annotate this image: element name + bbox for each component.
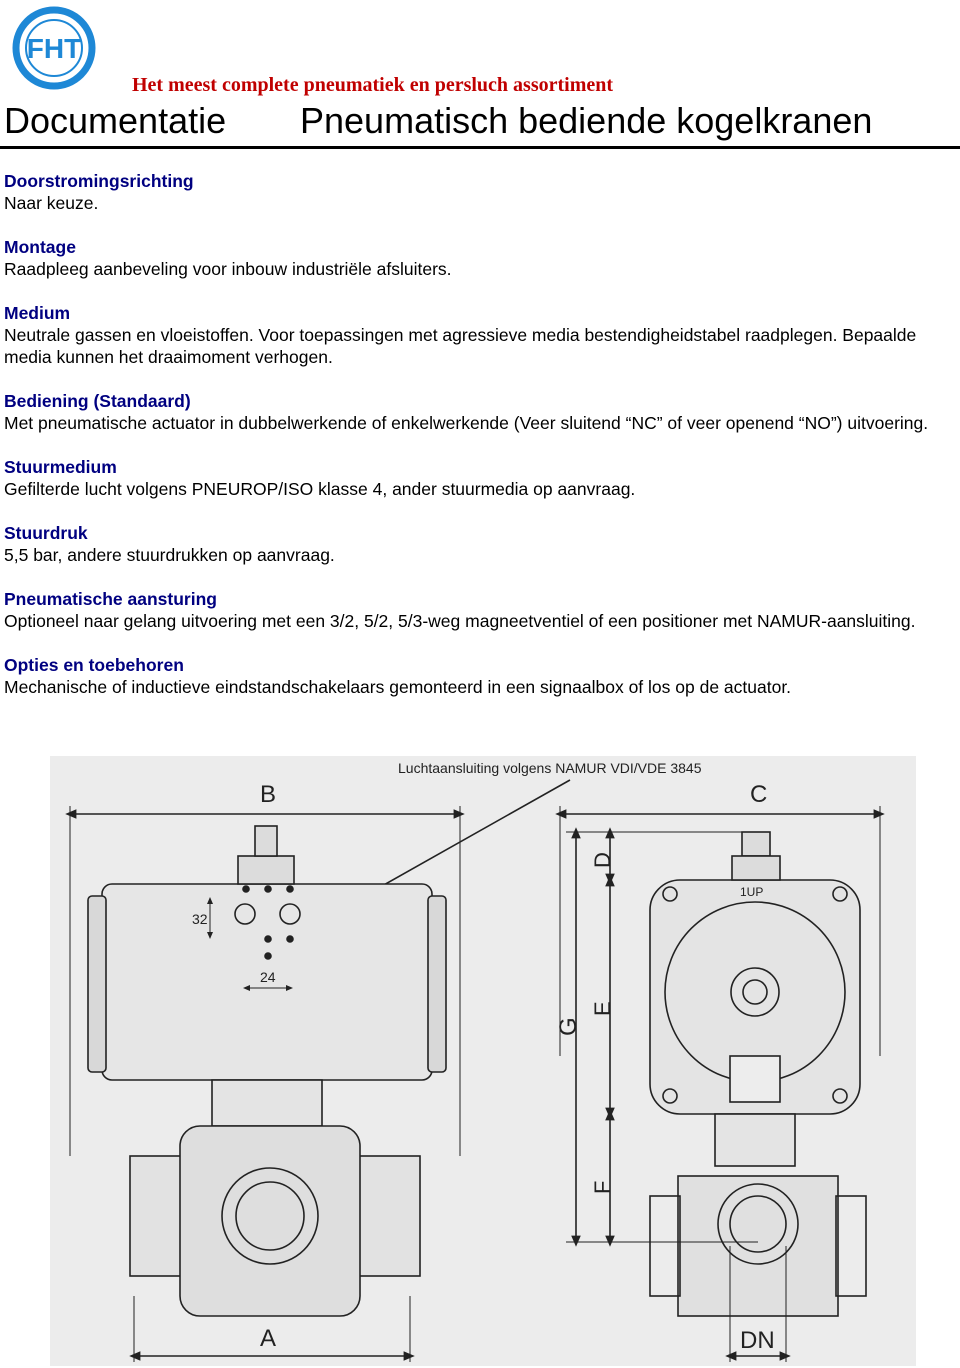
label-c: C	[750, 781, 768, 808]
label-d: D	[590, 852, 615, 868]
section-heading: Pneumatische aansturing	[4, 589, 217, 609]
section-opties	[4, 654, 954, 698]
section-montage	[4, 236, 954, 280]
label-e: E	[590, 1001, 615, 1016]
section-body: Mechanische of inductieve eindstandschakelaars gemonteerd in een signaalbox of los op de actuator.	[4, 677, 792, 697]
section-stuurmedium	[4, 456, 954, 500]
drawing-caption: Luchtaansluiting volgens NAMUR VDI/VDE 3845	[398, 760, 702, 776]
section-doorstromingsrichting	[4, 170, 954, 214]
section-body: Optioneel naar gelang uitvoering met een 3/2, 5/2, 5/3-weg magneetventiel of een positioner met NAMUR-aansluiting.	[4, 611, 916, 631]
dimension-drawing	[50, 756, 916, 1366]
section-body: Naar keuze.	[4, 193, 99, 213]
label-b: B	[260, 781, 277, 808]
label-dn: DN	[740, 1327, 775, 1354]
label-1up: 1UP	[740, 885, 764, 899]
valve-actuator-drawing	[50, 756, 916, 1366]
section-heading: Opties en toebehoren	[4, 655, 184, 675]
section-body: Gefilterde lucht volgens PNEUROP/ISO klasse 4, ander stuurmedia op aanvraag.	[4, 479, 636, 499]
label-32: 32	[192, 911, 208, 927]
section-stuurdruk	[4, 522, 954, 566]
section-body: Raadpleeg aanbeveling voor inbouw industriële afsluiters.	[4, 259, 452, 279]
fht-logo	[6, 6, 106, 90]
section-heading: Bediening (Standaard)	[4, 391, 191, 411]
title-subject: Pneumatisch bediende kogelkranen	[300, 100, 873, 141]
section-heading: Montage	[4, 237, 76, 257]
title-documentatie: Documentatie	[4, 100, 227, 141]
tagline: Het meest complete pneumatiek en persluch assortiment	[132, 74, 614, 96]
label-f: F	[590, 1180, 615, 1194]
section-heading: Medium	[4, 303, 71, 323]
spec-sections	[4, 170, 954, 720]
section-body: 5,5 bar, andere stuurdrukken op aanvraag.	[4, 545, 335, 565]
label-g: G	[555, 1017, 582, 1036]
section-heading: Stuurmedium	[4, 457, 117, 477]
section-heading: Stuurdruk	[4, 523, 88, 543]
section-medium	[4, 302, 954, 368]
section-heading: Doorstromingsrichting	[4, 171, 194, 191]
label-24: 24	[260, 969, 276, 985]
section-bediening	[4, 390, 954, 434]
section-body: Met pneumatische actuator in dubbelwerkende of enkelwerkende (Veer sluitend “NC” of veer openend “NO”) uitvoering.	[4, 413, 929, 433]
label-a: A	[260, 1325, 277, 1352]
title-rule	[0, 146, 960, 149]
logo-text: FHT	[26, 33, 82, 64]
section-pneumatische-aansturing	[4, 588, 954, 632]
section-body: Neutrale gassen en vloeistoffen. Voor toepassingen met agressieve media bestendigheidstabel raadplegen. Bepaalde media kunnen het draaimoment verhogen.	[4, 325, 917, 367]
